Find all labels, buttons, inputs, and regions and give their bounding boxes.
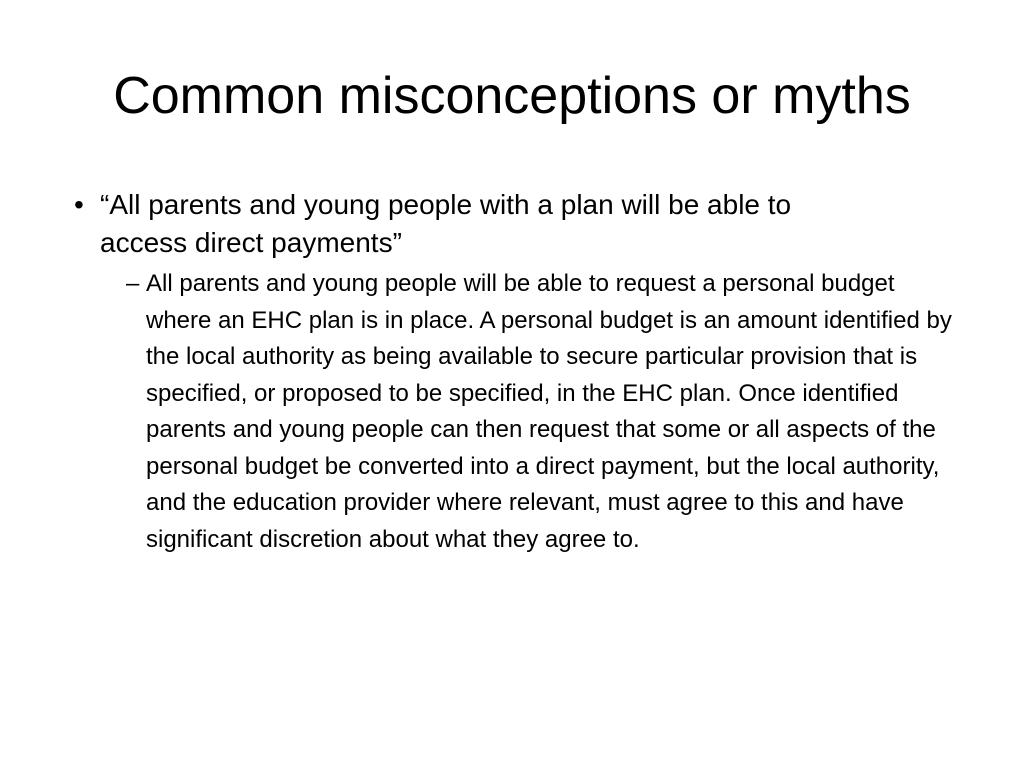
sub-bullet-item — [126, 266, 964, 558]
bullet-item — [74, 186, 964, 262]
bullet-marker: • — [74, 189, 84, 220]
sub-bullet-marker: – — [126, 270, 140, 297]
bullet-text: “All parents and young people with a plan will be able to access direct payments” — [100, 189, 792, 258]
sub-bullet-text: All parents and young people will be able to request a personal budget where an EHC plan is in place. A personal budget is an amount identified by the local authority as being available to secure particular provision that is specified, or proposed to be specified, in the EHC plan. Once identified parents and young people can then request that some or all aspects of the personal budget be converted into a direct payment, but the local authority, and the education provider where relevant, must agree to this and have significant discretion about what they agree to. — [146, 270, 952, 553]
slide-title: Common misconceptions or myths — [113, 67, 911, 125]
slide-content — [74, 186, 964, 558]
